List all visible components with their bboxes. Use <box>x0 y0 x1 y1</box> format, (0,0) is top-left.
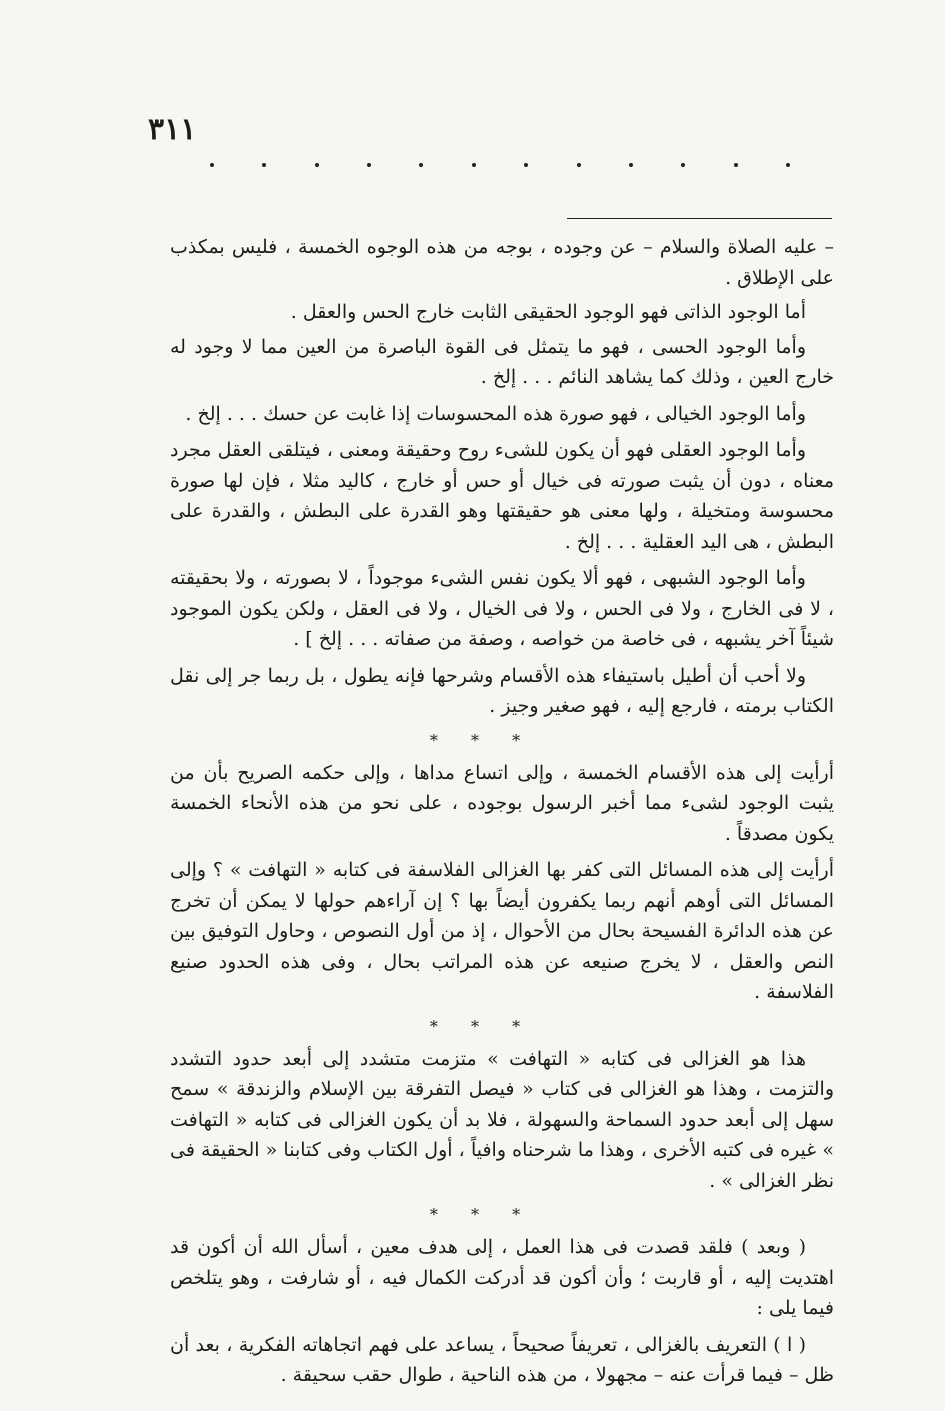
footnote-line: أما الوجود الذاتى فهو الوجود الحقيقى الثابت خارج الحس والعقل . <box>290 301 806 323</box>
separator-dot <box>524 163 528 167</box>
separator-dot <box>472 163 476 167</box>
separator-dot <box>629 163 633 167</box>
dots-separator <box>210 163 790 167</box>
paragraph: وأما الوجود العقلى فهو أن يكون للشىء روح وحقيقة ومعنى ، فيتلقى العقل مجرد معناه ، دون أن يثبت صورته فى خيال أو حس أو خارج ، كاليد مثلا ، فإن لها صورة محسوسة ومتخيلة ، ولها معنى هو حقيقتها وهو القدرة على البطش ، والقدرة على البطش ، هى اليد العقلية . . . إلخ . <box>170 439 834 553</box>
separator-dot <box>734 163 738 167</box>
paragraph: وأما الوجود الحسى ، فهو ما يتمثل فى القوة الباصرة من العين مما لا وجود له خارج العين ، وذلك كما يشاهد النائم . . . إلخ . <box>170 335 834 388</box>
separator-dot <box>419 163 423 167</box>
section-stars: * * * <box>429 1016 535 1036</box>
paragraph: ( ا ) التعريف بالغزالى ، تعريفاً صحيحاً ، يساعد على فهم اتجاهاته الفكرية ، بعد أن ظل – فيما قرأت عنه – مجهولا ، من هذه الناحية ، طوال حقب سحيقة . <box>170 1333 834 1386</box>
paragraph: ولا أحب أن أطيل باستيفاء هذه الأقسام وشرحها فإنه يطول ، بل ربما جر إلى نقل الكتاب برمته ، فارجع إليه ، فهو صغير وجيز . <box>170 664 834 717</box>
separator-dot <box>367 163 371 167</box>
body-text <box>170 232 834 1397</box>
separator-dot <box>786 163 790 167</box>
paragraph: هذا هو الغزالى فى كتابه « التهافت » متزمت متشدد إلى أبعد حدود التشدد والتزمت ، وهذا هو الغزالى فى كتاب « فيصل التفرقة بين الإسلام والزندقة » سمح سهل إلى أبعد حدود السماحة والسهولة ، فلا بد أن يكون الغزالى فى كتابه « التهافت » غيره فى كتبه الأخرى ، وهذا ما شرحناه وافياً ، أول الكتاب وفى كتابنا « الحقيقة فى نظر الغزالى » . <box>170 1047 834 1192</box>
separator-dot <box>681 163 685 167</box>
page-number: ٣١١ <box>148 112 197 147</box>
footnote-divider <box>567 218 832 219</box>
separator-dot <box>577 163 581 167</box>
separator-dot <box>262 163 266 167</box>
paragraph: وأما الوجود الشبهى ، فهو ألا يكون نفس الشىء موجوداً ، لا بصورته ، ولا بحقيقته ، لا فى الخارج ، ولا فى الحس ، ولا فى الخيال ، ولا فى العقل ، ولكن يكون الموجود شيئاً آخر يشبهه ، فى خاصة من خواصه ، وصفة من صفاته . . . إلخ ] . <box>170 567 834 650</box>
paragraph: ( وبعد ) فلقد قصدت فى هذا العمل ، إلى هدف معين ، أسأل الله أن أكون قد اهتديت إليه ، أو قاربت ؛ وأن أكون قد أدركت الكمال فيه ، أو شارفت ، وهو يتلخص فيما يلى : <box>170 1236 834 1319</box>
section-stars: * * * <box>429 730 535 750</box>
section-stars: * * * <box>429 1205 535 1224</box>
paragraph: أرأيت إلى هذه الأقسام الخمسة ، وإلى اتساع مداها ، وإلى حكمه الصريح بأن من يثبت الوجود لشىء مما أخبر الرسول بوجوده ، على نحو من هذه الأنحاء الخمسة يكون مصدقاً . <box>170 761 834 845</box>
footnote <box>170 232 834 328</box>
footnote-line: – عليه الصلاة والسلام – عن وجوده ، بوجه من هذه الوجوه الخمسة ، فليس بمكذب على الإطلاق . <box>170 236 834 289</box>
separator-dot <box>315 163 319 167</box>
separator-dot <box>210 163 214 167</box>
paragraph: وأما الوجود الخيالى ، فهو صورة هذه المحسوسات إذا غابت عن حسك . . . إلخ . <box>185 402 806 425</box>
paragraph: أرأيت إلى هذه المسائل التى كفر بها الغزالى الفلاسفة فى كتابه « التهافت » ؟ وإلى المسائل التى أوهم أنهم ربما يكفرون أيضاً بها ؟ إن آراءهم حولها لا يمكن أن تخرج عن هذه الدائرة الفسيحة بحال من الأحوال ، إذ من أول النصوص ، وحاول التوفيق بين النص والعقل ، لا يخرج صنيعه عن هذه المراتب بحال ، وفى هذه الحدود صنيع الفلاسفة . <box>170 859 834 1003</box>
main-paragraphs <box>170 332 834 1391</box>
